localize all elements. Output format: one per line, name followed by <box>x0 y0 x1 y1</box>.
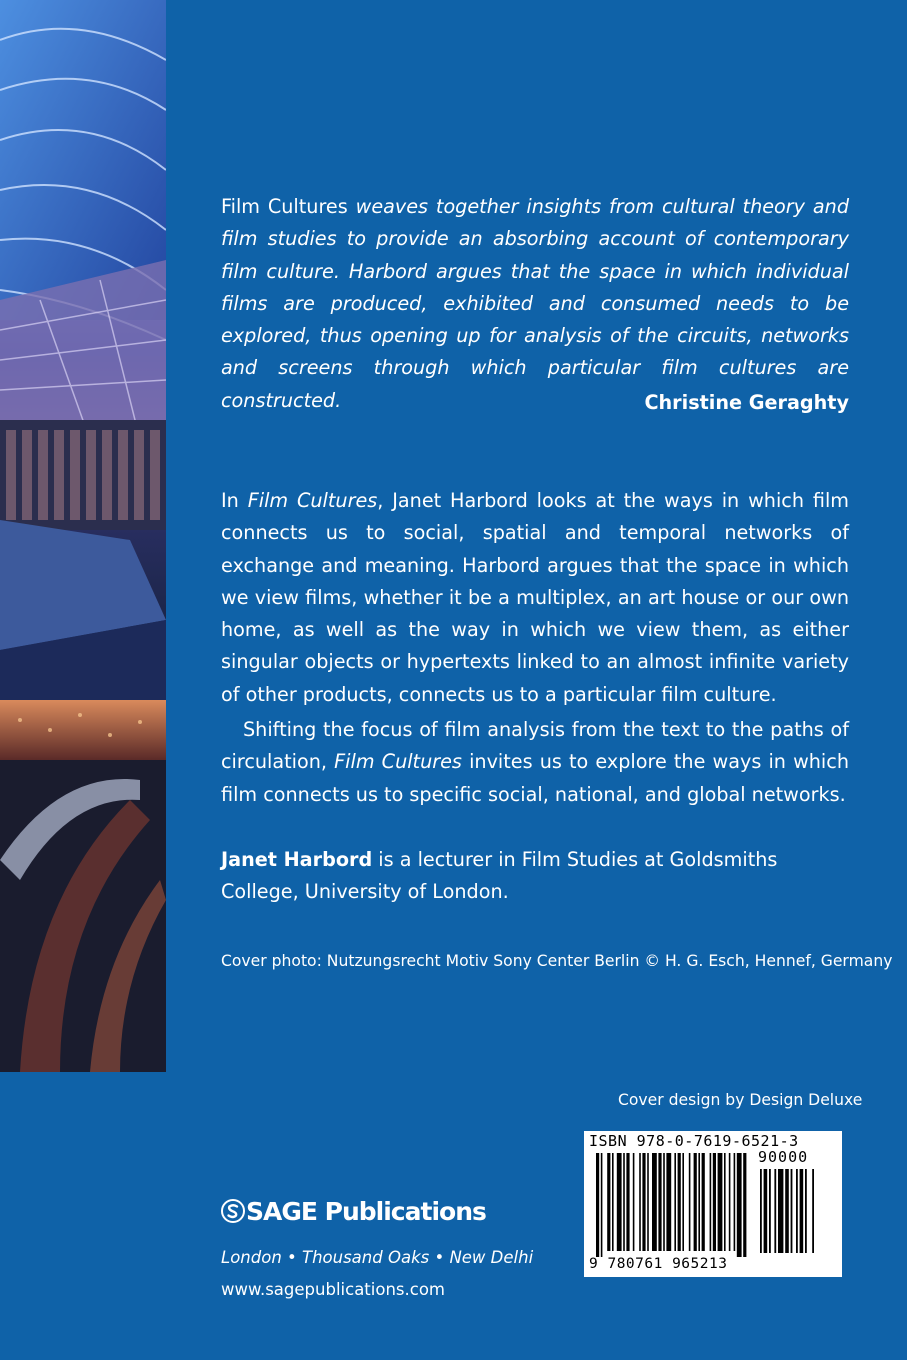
desc2-book-title: Film Cultures <box>334 750 462 774</box>
barcode-bar <box>612 1153 614 1251</box>
barcode-bar <box>626 1153 629 1251</box>
desc1-start: In <box>221 489 248 512</box>
barcode-addon-bar <box>791 1169 793 1253</box>
barcode-bar <box>666 1153 671 1251</box>
author-name: Janet Harbord <box>221 848 373 871</box>
barcode-bar <box>737 1153 742 1257</box>
publisher-logo <box>221 1193 486 1229</box>
barcode-addon-bar <box>785 1169 789 1253</box>
barcode-addon-bar <box>812 1169 814 1253</box>
quote-title: Film Cultures <box>221 195 348 218</box>
barcode-addon-bar <box>805 1169 807 1253</box>
barcode-bar <box>713 1153 716 1251</box>
photo-credit: Cover photo: Nutzungsrecht Motiv Sony Center Berlin © H. G. Esch, Hennef, Germany <box>221 952 893 970</box>
design-credit: Cover design by Design Deluxe <box>618 1091 863 1109</box>
barcode-addon-bar <box>774 1169 776 1253</box>
isbn-digits: 9 780761 965213 <box>589 1256 728 1272</box>
barcode-addon-bar <box>764 1169 768 1253</box>
barcode-bar <box>734 1153 736 1251</box>
isbn-label: ISBN 978-0-7619-6521-3 <box>589 1132 799 1150</box>
description-paragraph-2 <box>221 714 849 811</box>
barcode-bar <box>702 1153 705 1251</box>
barcode-bar <box>601 1153 603 1257</box>
quote-attribution: Christine Geraghty <box>644 391 849 414</box>
barcode-bar <box>617 1153 622 1251</box>
barcode-bar <box>642 1153 645 1251</box>
cover-photo <box>0 0 166 1072</box>
quote-paragraph <box>221 191 849 417</box>
barcode-bar <box>729 1153 731 1251</box>
publisher-name: SAGE Publications <box>246 1196 486 1226</box>
publisher-locations: London • Thousand Oaks • New Delhi <box>221 1248 534 1267</box>
barcode-bar <box>689 1153 691 1251</box>
desc2-rest: invites us to explore the ways in which film connects us to specific social, national, and global networks. <box>221 750 849 806</box>
barcode-addon-bar <box>796 1169 798 1253</box>
barcode-addon-bar <box>769 1169 771 1253</box>
desc1-book-title: Film Cultures <box>247 489 378 512</box>
author-bio-text: is a lecturer in Film Studies at Goldsmiths College, University of London. <box>221 848 778 904</box>
price-code: 90000 <box>758 1148 809 1166</box>
barcode-bar <box>710 1153 712 1251</box>
barcode-bar <box>639 1153 641 1251</box>
publisher-website: www.sagepublications.com <box>221 1280 445 1299</box>
barcode-bar <box>658 1153 661 1251</box>
barcode-addon-bar <box>760 1169 762 1253</box>
barcode-bar <box>607 1153 610 1251</box>
author-bio <box>221 844 849 909</box>
barcode-addon-bar <box>778 1169 783 1253</box>
barcode-bar <box>678 1153 681 1251</box>
barcode-bar <box>623 1153 625 1251</box>
barcode-bar <box>724 1153 726 1251</box>
barcode-panel <box>584 1131 842 1277</box>
sage-s-logo-icon <box>221 1199 245 1223</box>
barcode-addon-bar <box>800 1169 804 1253</box>
quote-text: weaves together insights from cultural theory and film studies to provide an absorbing account of contemporary film culture. Harbord argues that the space in which individual films are produced, exhibited and consumed needs to be explored, thus opening up for analysis of the circuits, networks and screens through which particular film cultures are constructed. <box>221 195 850 412</box>
barcode-bar <box>718 1153 723 1251</box>
desc2-start: Shifting the focus of film analysis from the text to the paths of circulation, <box>221 718 849 774</box>
barcode-bar <box>647 1153 649 1251</box>
description-paragraph-1 <box>221 485 849 711</box>
cover-photo-illustration <box>0 0 166 1072</box>
barcode-bar <box>694 1153 697 1251</box>
barcode-bar <box>663 1153 665 1251</box>
barcode-bar <box>674 1153 676 1251</box>
barcode-bar <box>698 1153 700 1251</box>
barcode-bar <box>596 1153 599 1257</box>
barcode-bar <box>633 1153 635 1251</box>
barcode-bar <box>682 1153 684 1251</box>
barcode-bar <box>743 1153 746 1257</box>
desc1-rest: , Janet Harbord looks at the ways in which film connects us to social, spatial and temporal networks of exchange and meaning. Harbord argues that the space in which we view films, whether it be a multiplex, an art house or our own home, as well as the way in which we view them, as either singular objects or hypertexts linked to an almost infinite variety of other products, connects us to a particular film culture. <box>221 489 849 706</box>
barcode-bar <box>652 1153 657 1251</box>
